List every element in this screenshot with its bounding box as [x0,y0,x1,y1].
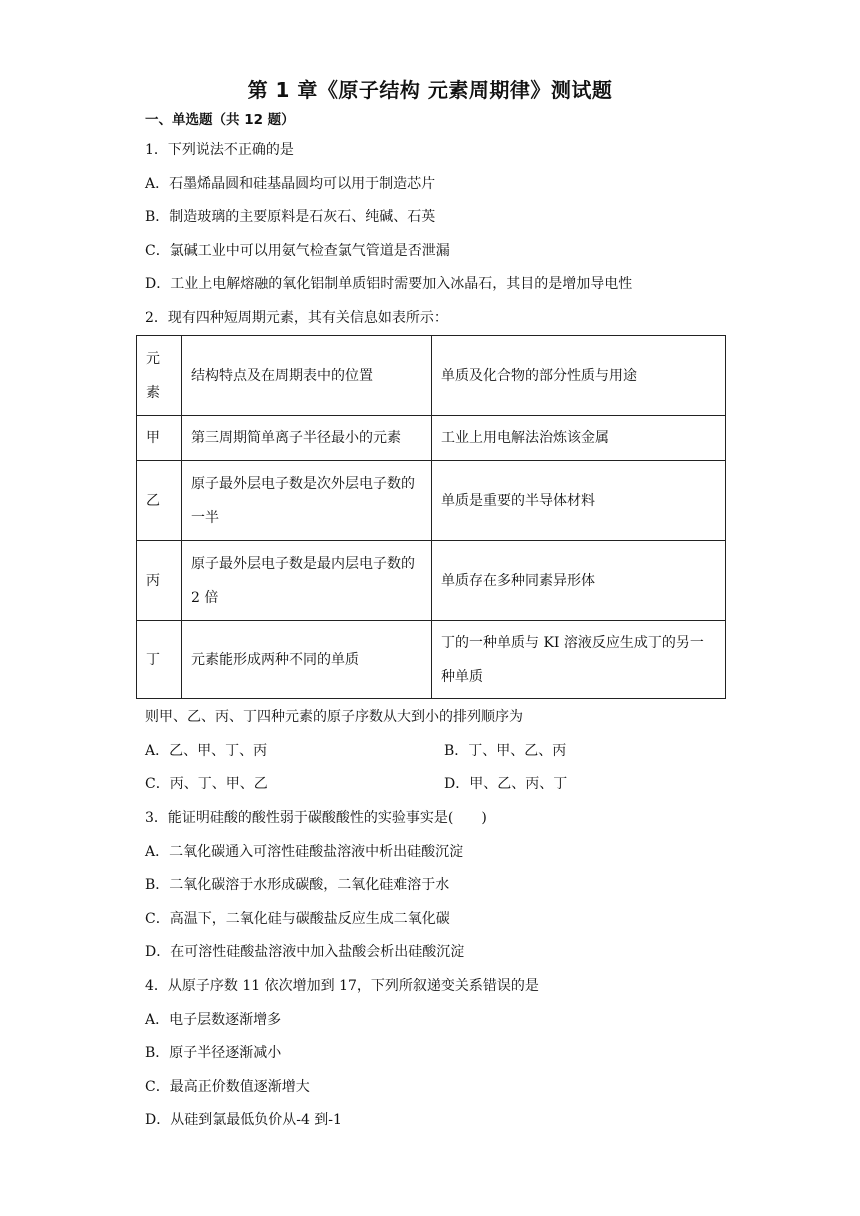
q1-option-c: C．氯碱工业中可以用氨气检查氯气管道是否泄漏 [145,243,450,259]
q1-option-b: B．制造玻璃的主要原料是石灰石、纯碱、石英 [145,209,436,225]
q3-option-d: D．在可溶性硅酸盐溶液中加入盐酸会析出硅酸沉淀 [145,944,465,960]
q3-option-b: B．二氧化碳溶于水形成碳酸，二氧化硅难溶于水 [145,877,450,893]
table-cell: 单质是重要的半导体材料 [432,461,726,541]
q4-stem: 4．从原子序数 11 依次增加到 17，下列所叙递变关系错误的是 [145,978,539,994]
q1-option-a: A．石墨烯晶圆和硅基晶圆均可以用于制造芯片 [145,176,436,192]
table-header-cell: 元素 [137,336,182,416]
page-title: 第 1 章《原子结构 元素周期律》测试题 [247,78,613,102]
table-row [137,621,726,699]
table-cell: 丙 [137,541,182,621]
table-cell: 丁的一种单质与 KI 溶液反应生成丁的另一种单质 [432,621,726,699]
q3-option-c: C．高温下，二氧化硅与碳酸盐反应生成二氧化碳 [145,911,450,927]
section-heading: 一、单选题（共 12 题） [145,112,295,128]
table-row [137,461,726,541]
table-cell: 工业上用电解法治炼该金属 [432,416,726,461]
q4-option-c: C．最高正价数值逐渐增大 [145,1079,310,1095]
q1-option-d: D．工业上电解熔融的氧化铝制单质铝时需要加入冰晶石，其目的是增加导电性 [145,276,633,292]
table-header-cell: 单质及化合物的部分性质与用途 [432,336,726,416]
table-cell: 元素能形成两种不同的单质 [182,621,432,699]
q3-option-a: A．二氧化碳通入可溶性硅酸盐溶液中析出硅酸沉淀 [145,844,464,860]
q1-stem: 1．下列说法不正确的是 [145,142,294,158]
q3-stem: 3．能证明硅酸的酸性弱于碳酸酸性的实验事实是( ) [145,810,487,826]
element-info-table [136,335,726,699]
table-cell: 单质存在多种同素异形体 [432,541,726,621]
table-cell: 原子最外层电子数是最内层电子数的 2 倍 [182,541,432,621]
q2-option-a: A．乙、甲、丁、丙 [145,743,268,759]
table-row [137,416,726,461]
table-cell: 第三周期简单离子半径最小的元素 [182,416,432,461]
table-row [137,541,726,621]
q2-followup: 则甲、乙、丙、丁四种元素的原子序数从大到小的排列顺序为 [145,709,523,725]
q4-option-a: A．电子层数逐渐增多 [145,1012,282,1028]
table-cell: 甲 [137,416,182,461]
table-cell: 丁 [137,621,182,699]
table-header-cell: 结构特点及在周期表中的位置 [182,336,432,416]
q2-option-d: D．甲、乙、丙、丁 [444,776,568,792]
table-cell: 原子最外层电子数是次外层电子数的一半 [182,461,432,541]
table-cell: 乙 [137,461,182,541]
q2-stem: 2．现有四种短周期元素，其有关信息如表所示： [145,310,448,326]
q2-option-c: C．丙、丁、甲、乙 [145,776,268,792]
q4-option-b: B．原子半径逐渐减小 [145,1045,282,1061]
table-header-row [137,336,726,416]
q4-option-d: D．从硅到氯最低负价从-4 到-1 [145,1112,342,1128]
q2-option-b: B．丁、甲、乙、丙 [444,743,567,759]
